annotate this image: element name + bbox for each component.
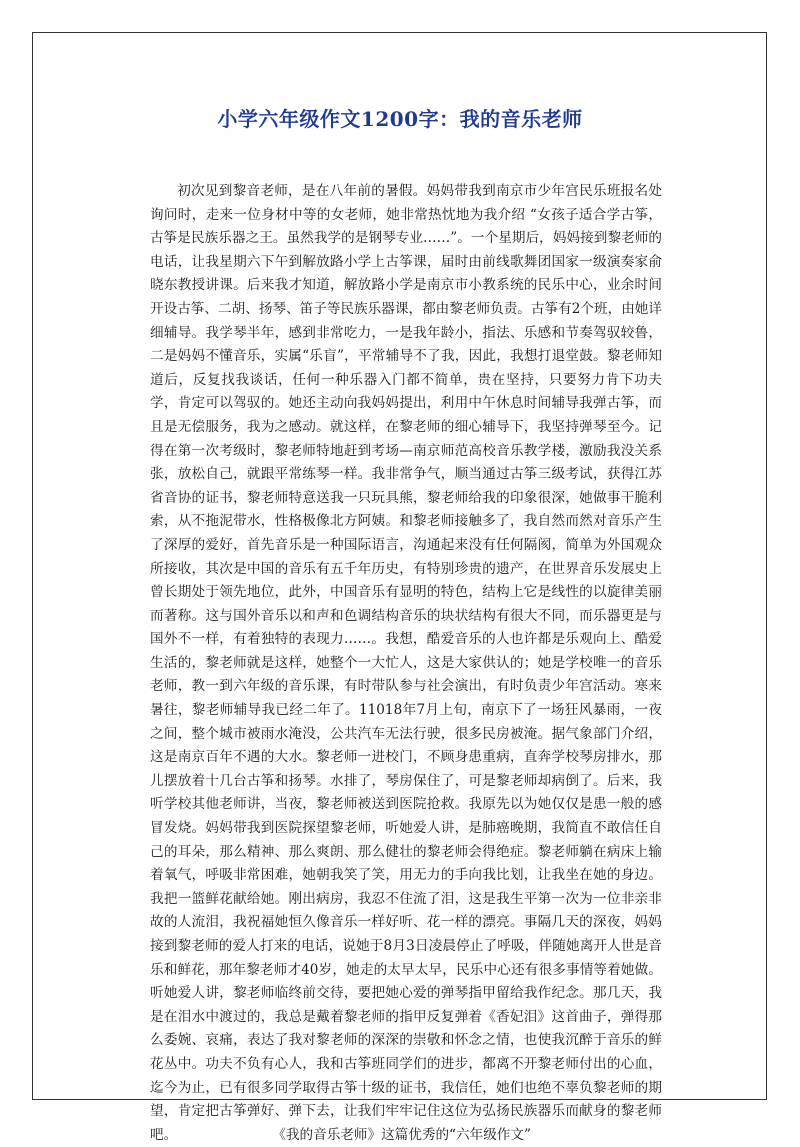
body-text: 初次见到黎音老师，是在八年前的暑假。妈妈带我到南京市少年宫民乐班报名处询问时，走来一位身材中等的女老师，她非常热忱地为我介绍 “女孩子适合学古筝，古筝是民族乐器之王。虽然我学的是钢琴专业……”。一个星期后，妈妈接到黎老师的电话，让我星期六下午到解放路小学上古筝课，届时由前线歌舞团国家一级演奏家俞晓东教授讲课。后来我才知道，解放路小学是南京市小教系统的民乐中心，业余时间开设古筝、二胡、扬琴、笛子等民族乐器课，都由黎老师负责。古筝有2个班，由她详细辅导。我学琴半年，感到非常吃力，一是我年龄小，指法、乐感和节奏驾驭较鲁，二是妈妈不懂音乐，实属“乐盲”，平常辅导不了我，因此，我想打退堂鼓。黎老师知道后，反复找我谈话，任何一种乐器入门都不简单，贵在坚持，只要努力肯下功夫学，肯定可以驾驭的。她还主动向我妈妈提出，利用中午休息时间辅导我弹古筝，而且是无偿服务，我为之感动。就这样，在黎老师的细心辅导下，我坚持弹琴至今。记得在第一次考级时，黎老师特地赶到考场—南京师范高校音乐教学楼，激励我没关系张，放松自己，就跟平常练琴一样。我非常争气，顺当通过古筝三级考试，获得江苏省音协的证书，黎老师特意送我一只玩具熊，黎老师给我的印象很深，她做事干脆利索，从不拖泥带水，性格极像北方阿姨。和黎老师接触多了，我自然而然对音乐产生了深厚的爱好，首先音乐是一种国际语言，沟通起来没有任何隔阂，简单为外国观众所接收，其次是中国的音乐有五千年历史，有特别珍贵的遗产，在世界音乐发展史上曾长期处于领先地位，此外，中国音乐有显明的特色，结构上它是线性的以旋律美丽而著称。这与国外音乐以和声和色调结构音乐的块状结构有很大不同，而乐器更是与国外不一样，有着独特的表现力……。我想，酷爱音乐的人也许都是乐观向上、酷爱生活的，黎老师就是这样，她整个一大忙人，这是大家供认的；她是学校唯一的音乐老师，教一到六年级的音乐课，有时带队参与社会演出，有时负责少年宫活动。寒来暑往，黎老师辅导我已经二年了。11018年7月上旬，南京下了一场狂风暴雨，一夜之间，整个城市被雨水淹没，公共汽车无法行驶，很多民房被淹。据气象部门介绍，这是南京百年不遇的大水。黎老师一进校门，不顾身患重病，直奔学校琴房排水，那儿摆放着十几台古筝和扬琴。水排了，琴房保住了，可是黎老师却病倒了。后来，我听学校其他老师讲，当夜，黎老师被送到医院抢救。我原先以为她仅仅是患一般的感冒发烧。妈妈带我到医院探望黎老师，听她爱人讲，是肺癌晚期，我简直不敢信任自己的耳朵，那么精神、那么爽朗、那么健壮的黎老师会得绝症。黎老师躺在病床上输着氧气，呼吸非常困难，她朝我笑了笑，用无力的手向我比划，让我坐在她的身边。我把一篮鲜花献给她。刚出病房，我忍不住流了泪，这是我生平第一次为一位非亲非故的人流泪，我祝福她恒久像音乐一样好听、花一样的漂亮。事隔几天的深夜，妈妈接到黎老师的爱人打来的电话，说她于8月3日凌晨停止了呼吸，伴随她离开人世是音乐和鲜花，那年黎老师才40岁，她走的太早太早，民乐中心还有很多事情等着她做。听她爱人讲，黎老师临终前交待，要把她心爱的弹琴指甲留给我作纪念。那几天，我是在泪水中渡过的，我总是戴着黎老师的指甲反复弹着《香妃泪》这首曲子，弹得那么委婉、哀痛，表达了我对黎老师的深深的崇敬和怀念之情，也使我沉醉于音乐的鲜花丛中。功夫不负有心人，我和古筝班同学们的进步，都离不开黎老师付出的心血，迄今为止，已有很多同学取得古筝十级的证书，我信任，她们也绝不辜负黎老师的期望，肯定把古筝弹好、弹下去，让我们牢牢记住这位为弘扬民族器乐而献身的黎老师吧。: [150, 183, 662, 1143]
body-paragraph: [150, 180, 662, 1147]
document-title: 小学六年级作文1200字：我的音乐老师: [217, 107, 583, 131]
trailing-note: 《我的音乐老师》这篇优秀的“六年级作文”: [279, 1126, 531, 1143]
